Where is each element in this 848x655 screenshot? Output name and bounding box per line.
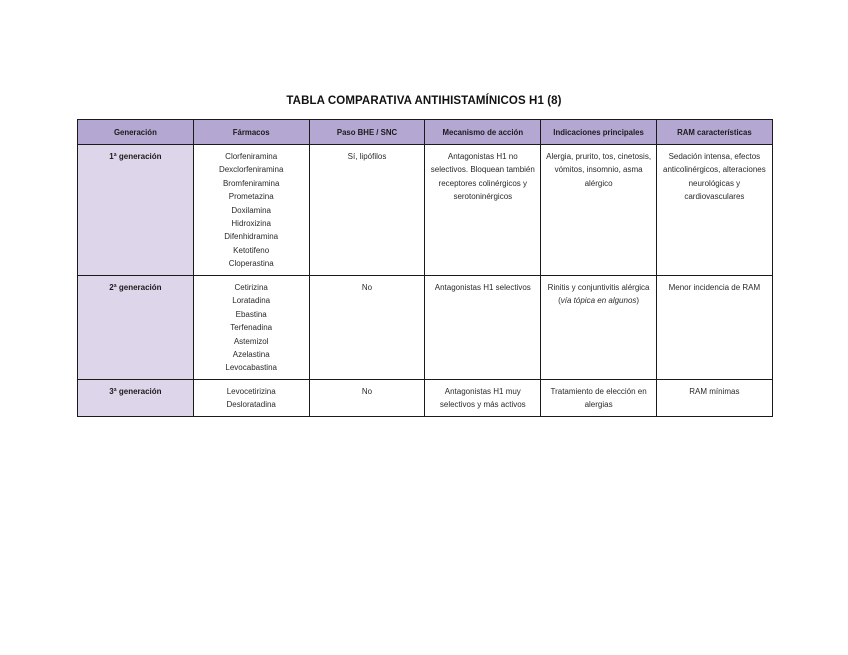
indications-text-end: )	[636, 296, 640, 306]
drug-name: Levocetirizina	[226, 387, 276, 396]
column-header-mechanism: Mecanismo de acción	[425, 120, 541, 145]
ram-cell: RAM mínimas	[656, 380, 772, 417]
mechanism-cell: Antagonistas H1 selectivos	[425, 276, 541, 380]
generation-cell: 3ª generación	[78, 380, 194, 417]
bhe-cell: No	[309, 276, 425, 380]
mechanism-cell: Antagonistas H1 muy selectivos y más activos	[425, 380, 541, 417]
ram-cell: Menor incidencia de RAM	[656, 276, 772, 380]
drug-name: Cloperastina	[228, 259, 274, 269]
drug-name: Hidroxizina	[231, 219, 271, 229]
drug-name: Bromfeniramina	[222, 178, 280, 188]
generation-cell: 2ª generación	[78, 276, 194, 380]
column-header-ram: RAM características	[656, 120, 772, 145]
table-row	[78, 145, 773, 276]
page-title: TABLA COMPARATIVA ANTIHISTAMÍNICOS H1 (8)	[286, 95, 562, 107]
drug-name: Desloratadina	[226, 400, 276, 410]
drug-name: Levocabastina	[225, 363, 277, 373]
drug-name: Prometazina	[228, 192, 274, 202]
indications-text: Rinitis y conjuntivitis alérgica (	[547, 283, 650, 306]
indications-italic-note: vía tópica en algunos	[560, 296, 637, 306]
column-header-bhe: Paso BHE / SNC	[309, 120, 425, 145]
drugs-cell	[193, 145, 309, 276]
indications-cell	[541, 276, 657, 380]
drug-name: Loratadina	[232, 296, 271, 306]
mechanism-cell: Antagonistas H1 no selectivos. Bloquean también receptores colinérgicos y serotoninérgicos	[425, 145, 541, 276]
column-header-generation: Generación	[78, 120, 194, 145]
drug-name: Terfenadina	[230, 323, 273, 333]
table-header-row	[78, 120, 773, 145]
table-row	[78, 380, 773, 417]
drug-name: Ebastina	[235, 309, 267, 319]
drug-name: Doxilamina	[231, 205, 271, 215]
column-header-indications: Indicaciones principales	[541, 120, 657, 145]
antihistamine-comparison-table	[77, 119, 773, 417]
column-header-drugs: Fármacos	[193, 120, 309, 145]
generation-cell: 1ª generación	[78, 145, 194, 276]
bhe-cell: Sí, lipófilos	[309, 145, 425, 276]
ram-cell: Sedación intensa, efectos anticolinérgicos, alteraciones neurológicas y cardiovasculares	[656, 145, 772, 276]
drugs-cell	[193, 276, 309, 380]
drug-name: Clorfeniramina	[225, 152, 278, 161]
drug-name: Cetirizina	[234, 283, 268, 292]
drug-name: Difenhidramina	[224, 232, 279, 242]
table-row	[78, 276, 773, 380]
bhe-cell: No	[309, 380, 425, 417]
indications-cell: Alergia, prurito, tos, cinetosis, vómitos, insomnio, asma alérgico	[541, 145, 657, 276]
indications-cell: Tratamiento de elección en alergias	[541, 380, 657, 417]
drug-name: Astemizol	[233, 336, 269, 346]
drug-name: Ketotifeno	[233, 245, 270, 255]
drug-name: Dexclorfeniramina	[218, 165, 284, 175]
drugs-cell	[193, 380, 309, 417]
drug-name: Azelastina	[232, 350, 270, 360]
